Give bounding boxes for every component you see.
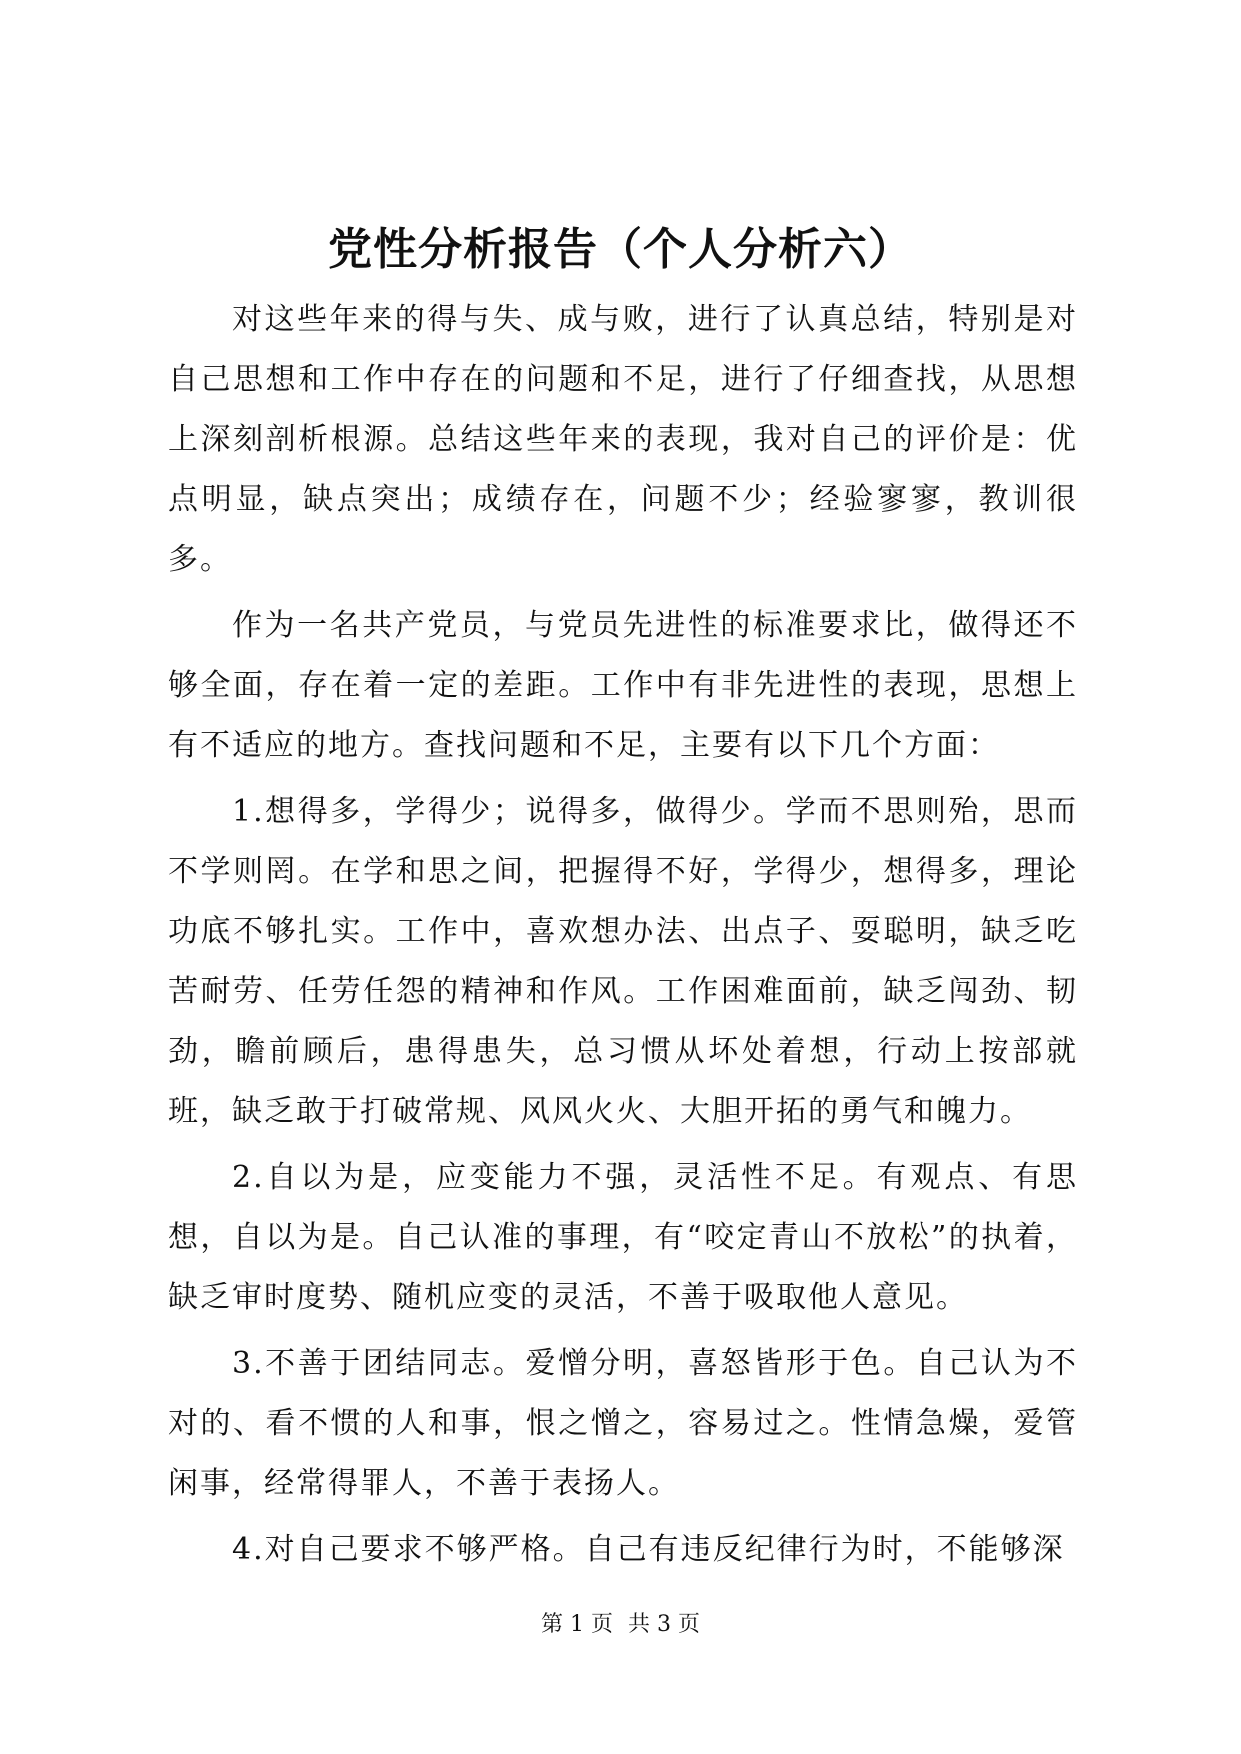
document-body bbox=[168, 290, 1078, 1586]
paragraph-item-3: 3.不善于团结同志。爱憎分明，喜怒皆形于色。自己认为不对的、看不惯的人和事，恨之憎之，容易过之。性情急燥，爱管闲事，经常得罪人，不善于表扬人。 bbox=[168, 1346, 1078, 1501]
page-number: 第 1 页 bbox=[541, 1612, 613, 1637]
page-footer bbox=[0, 1610, 1241, 1640]
document-title: 党性分析报告（个人分析六） bbox=[328, 224, 913, 275]
paragraph-item-4: 4.对自己要求不够严格。自己有违反纪律行为时，不能够深 bbox=[232, 1532, 1065, 1567]
paragraph-item-2: 2.自以为是，应变能力不强，灵活性不足。有观点、有思想，自以为是。自己认准的事理，有“咬定青山不放松”的执着，缺乏审时度势、随机应变的灵活，不善于吸取他人意见。 bbox=[168, 1160, 1078, 1315]
page-total: 共 3 页 bbox=[628, 1612, 700, 1637]
paragraph-intro: 对这些年来的得与失、成与败，进行了认真总结，特别是对自己思想和工作中存在的问题和不足，进行了仔细查找，从思想上深刻剖析根源。总结这些年来的表现，我对自己的评价是：优点明显，缺点突出；成绩存在，问题不少；经验寥寥，教训很多。 bbox=[168, 302, 1078, 577]
paragraph-overview: 作为一名共产党员，与党员先进性的标准要求比，做得还不够全面，存在着一定的差距。工作中有非先进性的表现，思想上有不适应的地方。查找问题和不足，主要有以下几个方面： bbox=[168, 608, 1078, 763]
paragraph-item-1: 1.想得多，学得少；说得多，做得少。学而不思则殆，思而不学则罔。在学和思之间，把握得不好，学得少，想得多，理论功底不够扎实。工作中，喜欢想办法、出点子、耍聪明，缺乏吃苦耐劳、任劳任怨的精神和作风。工作困难面前，缺乏闯劲、韧劲，瞻前顾后，患得患失，总习惯从坏处着想，行动上按部就班，缺乏敢于打破常规、风风火火、大胆开拓的勇气和魄力。 bbox=[168, 794, 1078, 1129]
